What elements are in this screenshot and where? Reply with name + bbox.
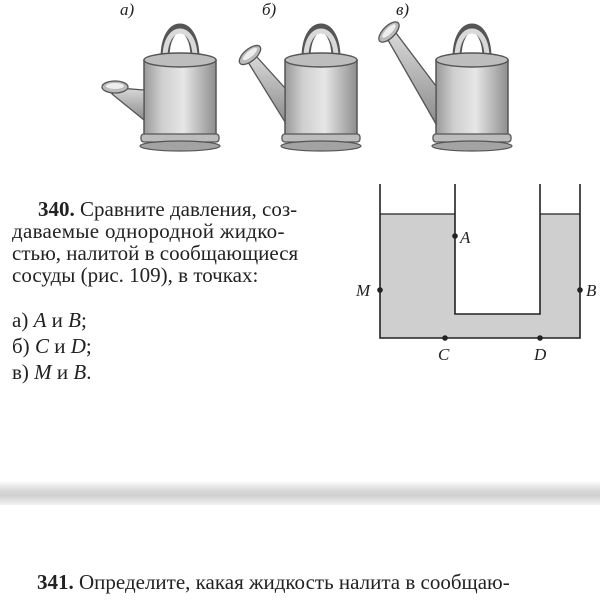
problem-340 (12, 198, 352, 286)
page-divider (0, 481, 600, 505)
answer-a: а) A и B; (12, 308, 87, 332)
vessel-inner-wall (455, 184, 540, 314)
problem-line-1: 340. Сравните давления, соз- (38, 197, 298, 221)
point-m (377, 287, 383, 293)
watering-can-a (102, 28, 220, 151)
liquid-fill (380, 214, 580, 338)
figure-label-b: б) (262, 0, 277, 19)
figure-label-a: а) (120, 0, 135, 19)
label-a: A (460, 228, 471, 247)
problem-341: 341. Определите, какая жидкость налита в сообщаю- (37, 570, 510, 594)
label-c: C (438, 345, 450, 364)
problem-number: 340. (38, 197, 75, 221)
watering-can-c (376, 19, 512, 151)
problem-line-4: сосуды (рис. 109), в точках: (12, 263, 259, 287)
point-a (452, 233, 458, 239)
watering-can-b (236, 28, 361, 151)
label-b: B (586, 281, 597, 300)
point-b (577, 287, 583, 293)
problem-line-2: даваемые однородной жидко- (12, 219, 285, 243)
label-m: M (356, 281, 371, 300)
point-d (537, 335, 543, 341)
point-c (442, 335, 448, 341)
problem-line-3: стью, налитой в сообщающиеся (12, 241, 299, 265)
communicating-vessels-figure (350, 176, 600, 376)
label-d: D (534, 345, 547, 364)
figure-label-c: в) (396, 0, 410, 19)
answer-c: в) M и B. (12, 360, 92, 384)
answer-b: б) C и D; (12, 334, 92, 358)
watering-cans-figure (0, 0, 600, 160)
